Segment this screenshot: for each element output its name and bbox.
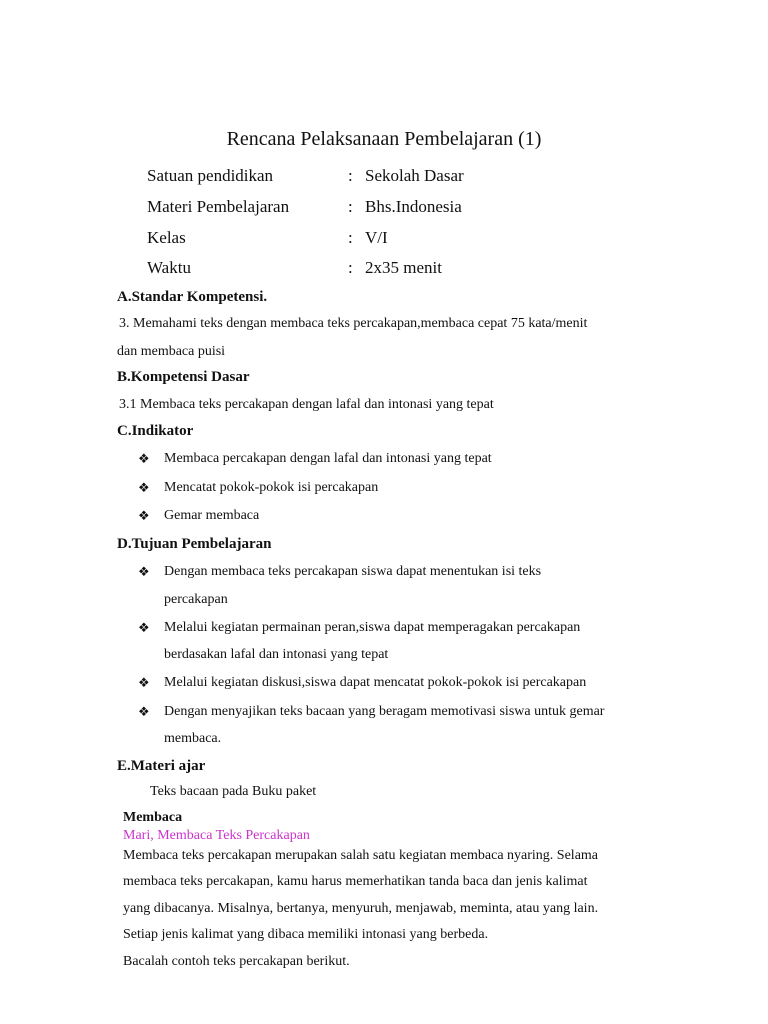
tujuan-item <box>138 564 698 584</box>
meta-colon: : <box>348 258 353 277</box>
materi-paragraph-line: membaca teks percakapan, kamu harus memerhatikan tanda baca dan jenis kalimat <box>123 874 588 889</box>
bullet-diamond-icon: ❖ <box>138 451 150 466</box>
meta-label: Waktu <box>147 258 191 277</box>
indikator-text: Mencatat pokok-pokok isi percakapan <box>164 480 379 495</box>
section-d-heading: D.Tujuan Pembelajaran <box>117 536 272 552</box>
materi-paragraph-line: yang dibacanya. Misalnya, bertanya, menyuruh, menjawab, meminta, atau yang lain. <box>123 901 599 916</box>
bullet-diamond-icon: ❖ <box>138 675 150 690</box>
section-e-text: Teks bacaan pada Buku paket <box>150 784 317 799</box>
tujuan-text-line-1: Melalui kegiatan diskusi,siswa dapat mencatat pokok-pokok isi percakapan <box>164 675 587 690</box>
meta-value: 2x35 menit <box>365 258 442 277</box>
indikator-text: Membaca percakapan dengan lafal dan intonasi yang tepat <box>164 451 492 466</box>
materi-subtitle: Mari, Membaca Teks Percakapan <box>123 828 310 843</box>
section-e-heading: E.Materi ajar <box>117 758 206 774</box>
bullet-diamond-icon: ❖ <box>138 620 150 635</box>
bullet-diamond-icon: ❖ <box>138 480 150 495</box>
section-a-heading: A.Standar Kompetensi. <box>117 289 268 305</box>
bullet-diamond-icon: ❖ <box>138 508 150 523</box>
meta-colon: : <box>348 197 353 216</box>
tujuan-item <box>138 675 718 695</box>
tujuan-text-line-2: berdasakan lafal dan intonasi yang tepat <box>164 647 389 662</box>
section-a-text-line-2: dan membaca puisi <box>117 344 226 359</box>
meta-value: Bhs.Indonesia <box>365 197 462 216</box>
tujuan-item <box>138 620 718 640</box>
tujuan-item <box>138 704 718 724</box>
indikator-text: Gemar membaca <box>164 508 260 523</box>
materi-title: Membaca <box>123 810 183 825</box>
indikator-item <box>138 451 698 471</box>
tujuan-text-line-1: Dengan membaca teks percakapan siswa dapat menentukan isi teks <box>164 564 542 579</box>
indikator-item <box>138 508 698 528</box>
section-a-text-line-1: 3. Memahami teks dengan membaca teks percakapan,membaca cepat 75 kata/menit <box>119 316 588 331</box>
section-b-text: 3.1 Membaca teks percakapan dengan lafal dan intonasi yang tepat <box>119 397 494 412</box>
section-b-heading: B.Kompetensi Dasar <box>117 369 250 385</box>
bullet-diamond-icon: ❖ <box>138 564 150 579</box>
section-c-heading: C.Indikator <box>117 423 194 439</box>
meta-colon: : <box>348 166 353 185</box>
document-title: Rencana Pelaksanaan Pembelajaran (1) <box>226 128 542 150</box>
tujuan-text-line-2: membaca. <box>164 731 222 746</box>
meta-label: Kelas <box>147 228 186 247</box>
tujuan-text-line-2: percakapan <box>164 592 228 607</box>
indikator-item <box>138 480 698 500</box>
materi-paragraph-line: Bacalah contoh teks percakapan berikut. <box>123 954 350 969</box>
meta-label: Satuan pendidikan <box>147 166 274 185</box>
tujuan-text-line-1: Dengan menyajikan teks bacaan yang beragam memotivasi siswa untuk gemar <box>164 704 605 719</box>
meta-label: Materi Pembelajaran <box>147 197 290 216</box>
bullet-diamond-icon: ❖ <box>138 704 150 719</box>
meta-value: V/I <box>365 228 388 247</box>
materi-paragraph-line: Membaca teks percakapan merupakan salah satu kegiatan membaca nyaring. Selama <box>123 848 599 863</box>
meta-colon: : <box>348 228 353 247</box>
meta-value: Sekolah Dasar <box>365 166 464 185</box>
materi-paragraph-line: Setiap jenis kalimat yang dibaca memiliki intonasi yang berbeda. <box>123 927 489 942</box>
tujuan-text-line-1: Melalui kegiatan permainan peran,siswa dapat memperagakan percakapan <box>164 620 581 635</box>
